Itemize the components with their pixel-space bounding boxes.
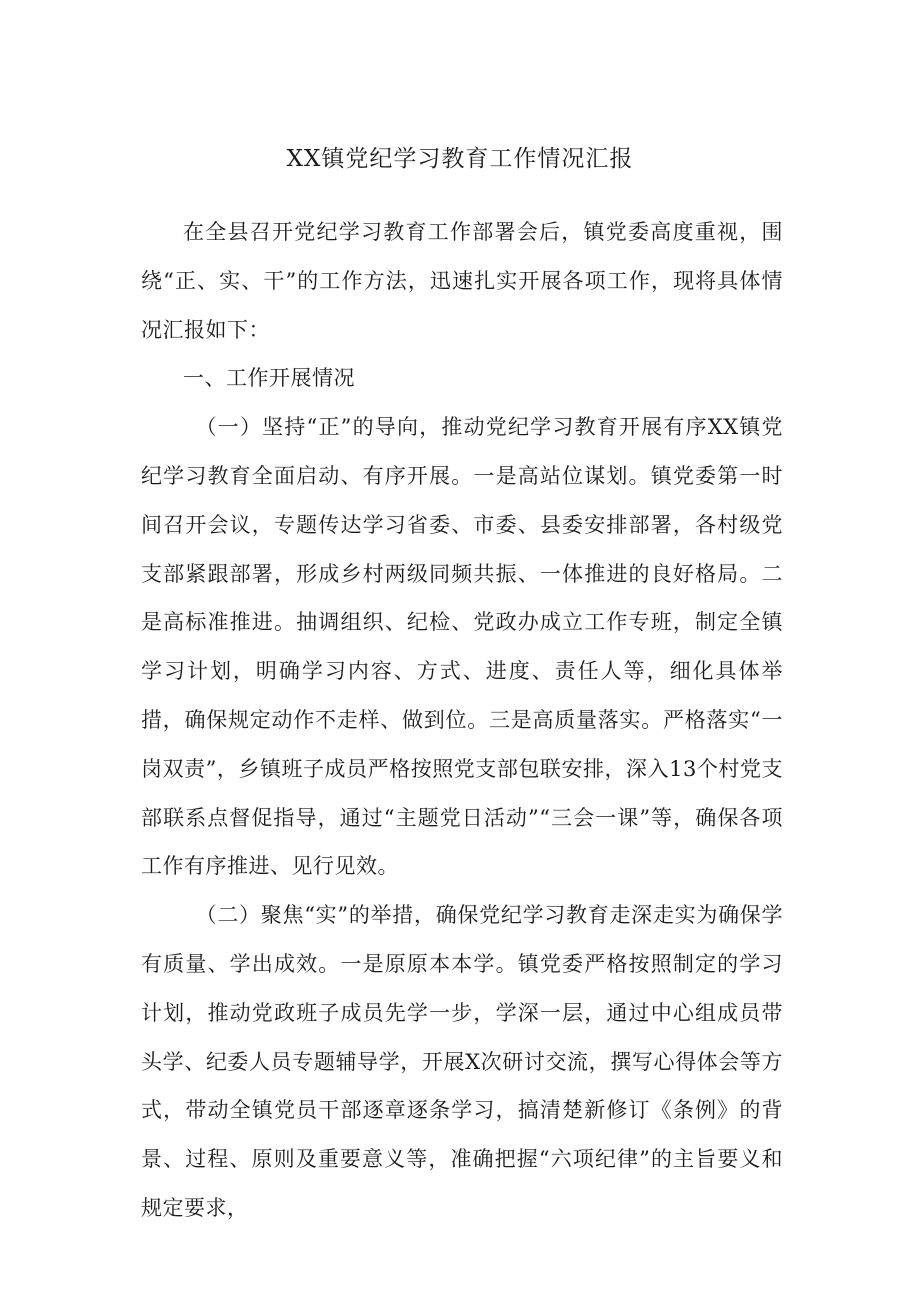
- paragraph-measures: （二）聚焦“实”的举措，确保党纪学习教育走深走实为确保学有质量、学出成效。一是原原本本学。镇党委严格按照制定的学习计划，推动党政班子成员先学一步，学深一层，通过中心组成员带头学、纪委人员专题辅导学，开展X次研讨交流，撰写心得体会等方式，带动全镇党员干部逐章逐条学习，搞清楚新修订《条例》的背景、过程、原则及重要意义等，准确把握“六项纪律”的主旨要义和规定要求，: [141, 903, 783, 1220]
- document-title: XX镇党纪学习教育工作情况汇报: [286, 146, 634, 172]
- paragraph-guidance: （一）坚持“正”的导向，推动党纪学习教育开展有序XX镇党纪学习教育全面启动、有序开展。一是高站位谋划。镇党委第一时间召开会议，专题传达学习省委、市委、县委安排部署，各村级党支部紧跟部署，形成乡村两级同频共振、一体推进的良好格局。二是高标准推进。抽调组织、纪检、党政办成立工作专班，制定全镇学习计划，明确学习内容、方式、进度、责任人等，细化具体举措，确保规定动作不走样、做到位。三是高质量落实。严格落实“一岗双责”，乡镇班子成员严格按照党支部包联安排，深入13个村党支部联系点督促指导，通过“主题党日活动”“三会一课”等，确保各项工作有序推进、见行见效。: [141, 415, 783, 879]
- section-heading-work-progress: 一、工作开展情况: [183, 366, 355, 391]
- document-body: [141, 208, 783, 1233]
- intro-paragraph: 在全县召开党纪学习教育工作部署会后，镇党委高度重视，围绕“正、实、干”的工作方法，迅速扎实开展各项工作，现将具体情况汇报如下：: [141, 220, 783, 342]
